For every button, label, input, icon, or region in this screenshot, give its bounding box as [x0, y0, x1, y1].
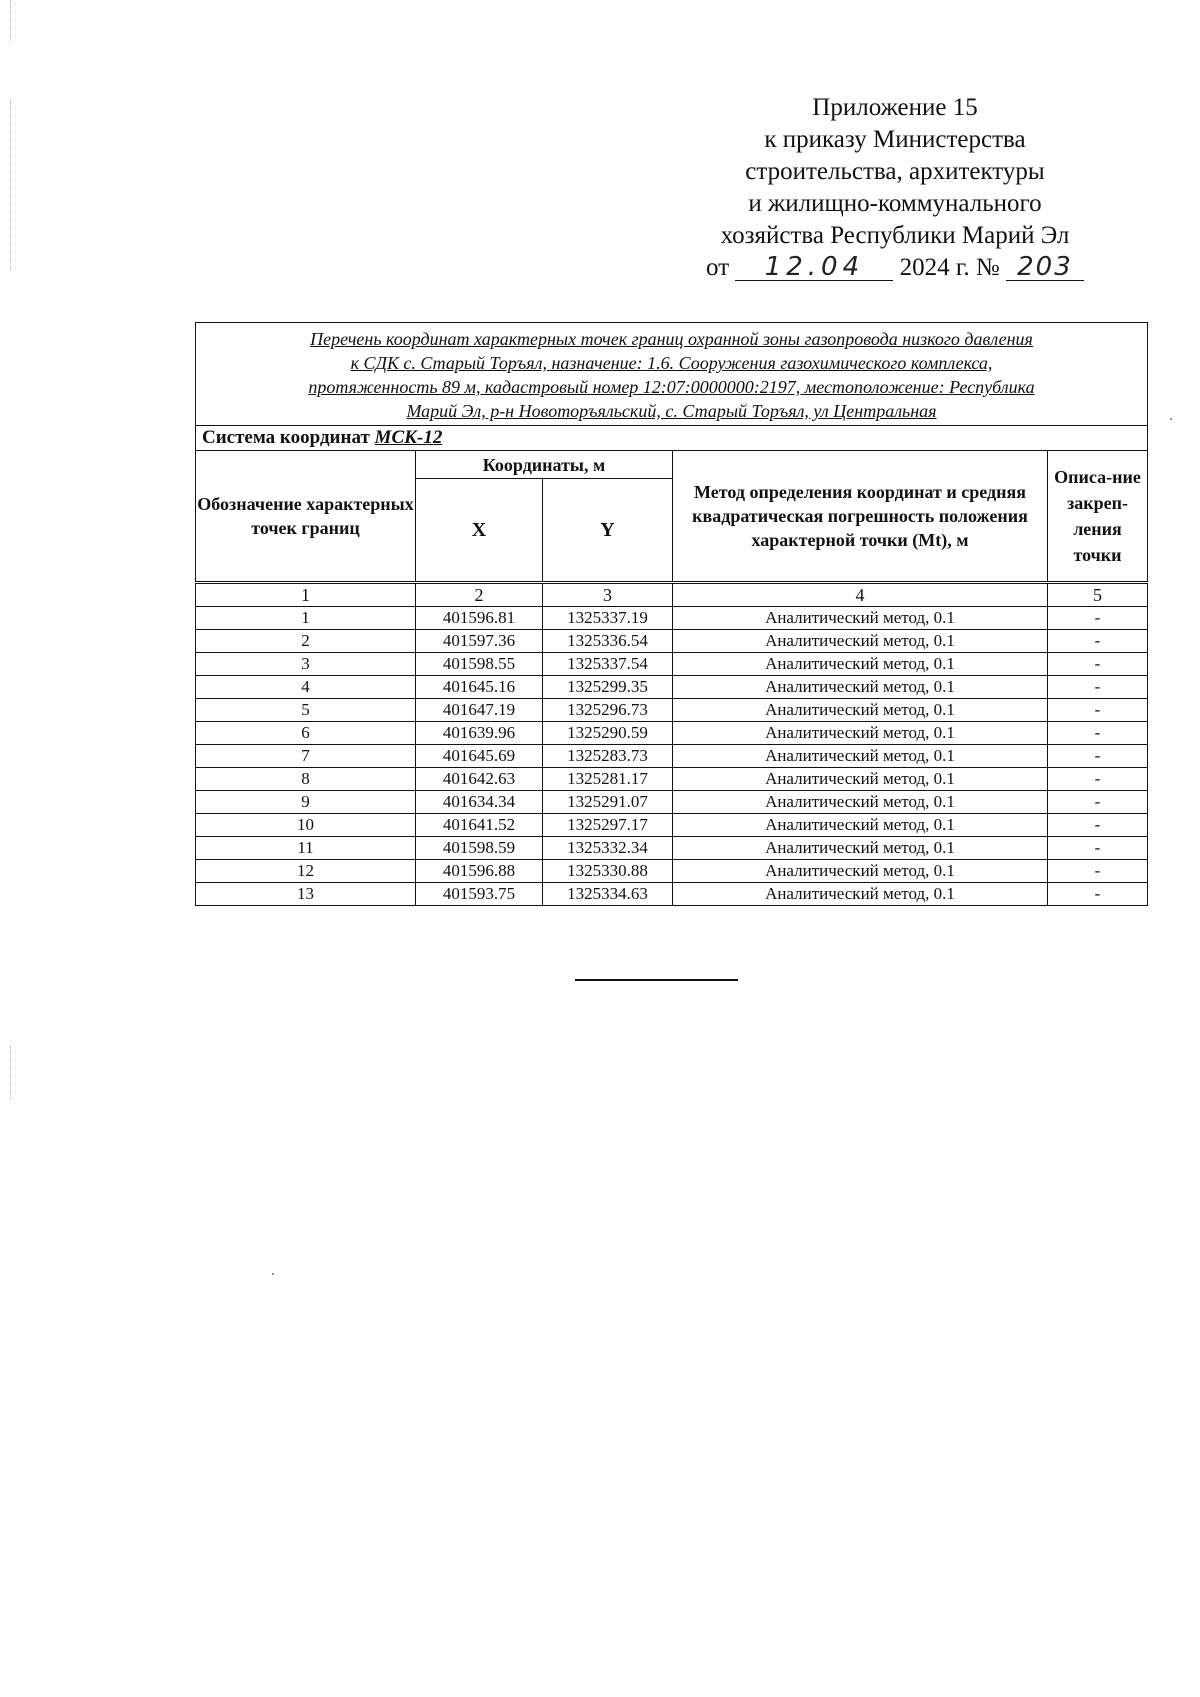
cell-method: Аналитический метод, 0.1: [673, 676, 1048, 699]
cell-x: 401634.34: [416, 791, 543, 814]
header-coordinates: Координаты, м: [416, 451, 673, 479]
header-x: X: [416, 479, 543, 583]
cell-point: 11: [196, 837, 416, 860]
title-line: Марий Эл, р-н Новоторъяльский, с. Старый Торъял, ул Центральная: [406, 401, 937, 421]
cell-x: 401645.16: [416, 676, 543, 699]
cell-method: Аналитический метод, 0.1: [673, 814, 1048, 837]
cell-x: 401642.63: [416, 768, 543, 791]
cell-x: 401647.19: [416, 699, 543, 722]
cell-method: Аналитический метод, 0.1: [673, 837, 1048, 860]
coordinate-system-row: [196, 426, 1148, 451]
cell-x: 401596.81: [416, 607, 543, 630]
order-year-text: 2024 г. №: [899, 254, 1000, 281]
cell-y: 1325297.17: [543, 814, 673, 837]
column-number: 4: [673, 583, 1048, 607]
cell-y: 1325290.59: [543, 722, 673, 745]
cell-y: 1325337.19: [543, 607, 673, 630]
cell-method: Аналитический метод, 0.1: [673, 791, 1048, 814]
table-row: [196, 745, 1148, 768]
date-prefix: от: [706, 254, 730, 281]
table-row: [196, 837, 1148, 860]
cell-y: 1325283.73: [543, 745, 673, 768]
cell-method: Аналитический метод, 0.1: [673, 768, 1048, 791]
header-method: Метод определения координат и средняя квадратическая погрешность положения характерной точки (Mt), м: [673, 451, 1048, 583]
scan-edge-mark: [10, 1045, 11, 1100]
cell-point: 7: [196, 745, 416, 768]
cell-x: 401639.96: [416, 722, 543, 745]
table-row: [196, 791, 1148, 814]
end-divider-line: [575, 979, 738, 981]
scan-edge-mark: [10, 0, 11, 42]
approval-line: хозяйства Республики Марий Эл: [720, 222, 1070, 249]
cell-x: 401598.59: [416, 837, 543, 860]
cell-method: Аналитический метод, 0.1: [673, 883, 1048, 906]
cell-description: -: [1048, 860, 1148, 883]
column-number-row: [196, 583, 1148, 607]
header-y: Y: [543, 479, 673, 583]
cell-point: 13: [196, 883, 416, 906]
cell-point: 8: [196, 768, 416, 791]
coordinate-system-label: Система координат: [202, 427, 370, 448]
cell-x: 401593.75: [416, 883, 543, 906]
cell-point: 10: [196, 814, 416, 837]
cell-point: 5: [196, 699, 416, 722]
column-number: 2: [416, 583, 543, 607]
cell-method: Аналитический метод, 0.1: [673, 860, 1048, 883]
coordinate-system-value: МСК-12: [374, 427, 443, 448]
cell-method: Аналитический метод, 0.1: [673, 722, 1048, 745]
table-row: [196, 699, 1148, 722]
cell-method: Аналитический метод, 0.1: [673, 653, 1048, 676]
cell-description: -: [1048, 791, 1148, 814]
cell-y: 1325330.88: [543, 860, 673, 883]
cell-y: 1325332.34: [543, 837, 673, 860]
table-row: [196, 860, 1148, 883]
cell-description: -: [1048, 722, 1148, 745]
table-row: [196, 653, 1148, 676]
cell-point: 12: [196, 860, 416, 883]
cell-x: 401641.52: [416, 814, 543, 837]
approval-line: к приказу Министерства: [764, 126, 1026, 153]
approval-line: строительства, архитектуры: [745, 158, 1045, 185]
scan-speck: [272, 1273, 274, 1275]
table-row: [196, 722, 1148, 745]
cell-y: 1325299.35: [543, 676, 673, 699]
order-date-line: [650, 252, 1140, 284]
table-row: [196, 768, 1148, 791]
cell-point: 2: [196, 630, 416, 653]
cell-point: 4: [196, 676, 416, 699]
cell-description: -: [1048, 630, 1148, 653]
table-body: [196, 607, 1148, 906]
column-number: 1: [196, 583, 416, 607]
table-row: [196, 883, 1148, 906]
cell-description: -: [1048, 653, 1148, 676]
table-row: [196, 607, 1148, 630]
cell-y: 1325334.63: [543, 883, 673, 906]
cell-description: -: [1048, 699, 1148, 722]
cell-point: 3: [196, 653, 416, 676]
approval-line: и жилищно-коммунального: [748, 190, 1042, 217]
cell-x: 401598.55: [416, 653, 543, 676]
table-title: [196, 323, 1148, 426]
title-line: протяженность 89 м, кадастровый номер 12:07:0000000:2197, местоположение: Республика: [308, 377, 1035, 397]
cell-description: -: [1048, 676, 1148, 699]
cell-method: Аналитический метод, 0.1: [673, 699, 1048, 722]
table-row: [196, 630, 1148, 653]
cell-x: 401645.69: [416, 745, 543, 768]
scan-speck: [1170, 418, 1172, 420]
cell-y: 1325337.54: [543, 653, 673, 676]
cell-description: -: [1048, 837, 1148, 860]
column-number: 3: [543, 583, 673, 607]
order-number-handwritten: 203: [1006, 254, 1084, 281]
title-line: к СДК с. Старый Торъял, назначение: 1.6. Сооружения газохимического комплекса,: [350, 353, 993, 373]
cell-point: 9: [196, 791, 416, 814]
approval-block: [650, 92, 1140, 284]
cell-point: 6: [196, 722, 416, 745]
cell-description: -: [1048, 745, 1148, 768]
header-description: Описа-ние закреп-ления точки: [1048, 451, 1148, 583]
cell-method: Аналитический метод, 0.1: [673, 607, 1048, 630]
title-line: Перечень координат характерных точек границ охранной зоны газопровода низкого давления: [310, 329, 1033, 349]
approval-line: Приложение 15: [812, 94, 978, 121]
table-row: [196, 676, 1148, 699]
cell-description: -: [1048, 607, 1148, 630]
order-date-handwritten: 12.04: [735, 254, 893, 281]
cell-y: 1325291.07: [543, 791, 673, 814]
cell-y: 1325296.73: [543, 699, 673, 722]
coordinates-table: [195, 322, 1148, 906]
cell-point: 1: [196, 607, 416, 630]
cell-method: Аналитический метод, 0.1: [673, 630, 1048, 653]
table-row: [196, 814, 1148, 837]
cell-description: -: [1048, 814, 1148, 837]
header-point: Обозначение характерных точек границ: [196, 451, 416, 583]
column-number: 5: [1048, 583, 1148, 607]
cell-y: 1325281.17: [543, 768, 673, 791]
cell-description: -: [1048, 883, 1148, 906]
cell-description: -: [1048, 768, 1148, 791]
cell-x: 401597.36: [416, 630, 543, 653]
cell-method: Аналитический метод, 0.1: [673, 745, 1048, 768]
cell-x: 401596.88: [416, 860, 543, 883]
scan-edge-mark: [10, 100, 11, 270]
cell-y: 1325336.54: [543, 630, 673, 653]
